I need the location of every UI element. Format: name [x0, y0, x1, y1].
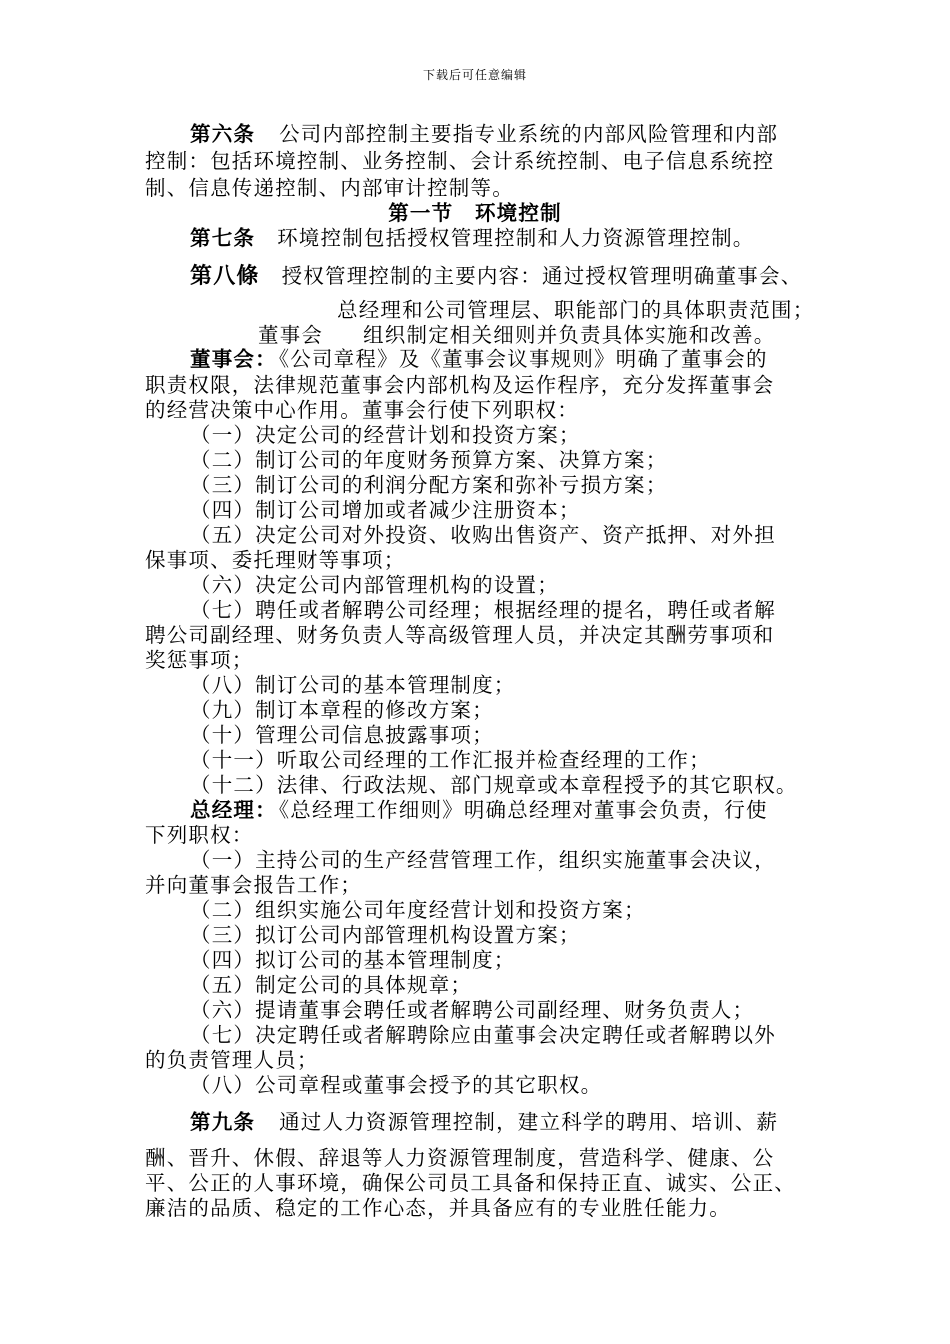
- board-item-10: （十）管理公司信息披露事项；: [190, 723, 494, 747]
- board-item-7b: 聘公司副经理、财务负责人等高级管理人员，并决定其酬劳事项和: [145, 623, 775, 647]
- gm-item-1a: （一）主持公司的生产经营管理工作，组织实施董事会决议，: [190, 848, 776, 872]
- article-8-line-3: [258, 323, 775, 348]
- page-header: 下载后可任意编辑: [422, 68, 527, 82]
- article-6-label: 第六条: [190, 122, 256, 146]
- board-item-4: （四）制订公司增加或者减少注册资本；: [190, 498, 581, 522]
- gm-item-5: （五）制定公司的具体规章；: [190, 973, 473, 997]
- board-item-1: （一）决定公司的经营计划和投资方案；: [190, 423, 581, 447]
- gm-line-2: 下列职权：: [145, 823, 254, 847]
- board-item-5b: 保事项、委托理财等事项；: [145, 548, 406, 572]
- article-6-line-3: 制、信息传递控制、内部审计控制等。: [145, 176, 514, 200]
- gm-item-8: （八）公司章程或董事会授予的其它职权。: [190, 1073, 603, 1097]
- board-item-7a: （七）聘任或者解聘公司经理；根据经理的提名，聘任或者解: [190, 598, 776, 622]
- section-heading: 第一节 环境控制: [388, 201, 562, 225]
- gm-item-6: （六）提请董事会聘任或者解聘公司副经理、财务负责人；: [190, 998, 755, 1022]
- board-label: 董事会：: [190, 347, 277, 371]
- board-item-12: （十二）法律、行政法规、部门规章或本章程授予的其它职权。: [190, 773, 798, 797]
- gm-line-1: [190, 798, 768, 823]
- article-9-text: 通过人力资源管理控制，建立科学的聘用、培训、薪: [279, 1110, 779, 1134]
- article-6-line-2: 控制：包括环境控制、业务控制、会计系统控制、电子信息系统控: [145, 149, 775, 173]
- gm-item-3: （三）拟订公司内部管理机构设置方案；: [190, 923, 581, 947]
- board-item-2: （二）制订公司的年度财务预算方案、决算方案；: [190, 448, 668, 472]
- board-item-11: （十一）听取公司经理的工作汇报并检查经理的工作；: [190, 748, 711, 772]
- gm-item-1b: 并向董事会报告工作；: [145, 873, 362, 897]
- gm-item-7a: （七）决定聘任或者解聘除应由董事会决定聘任或者解聘以外: [190, 1023, 776, 1047]
- gm-item-7b: 的负责管理人员；: [145, 1048, 319, 1072]
- article-8-line-1: [190, 264, 802, 289]
- article-9-label: 第九条: [190, 1110, 256, 1134]
- article-7-text: 环境控制包括授权管理控制和人力资源管理控制。: [277, 226, 755, 250]
- article-9-line-2: 酬、晋升、休假、辞退等人力资源管理制度，营造科学、健康、公: [145, 1146, 775, 1170]
- board-line-1: [190, 347, 768, 372]
- board-line-2: 职责权限，法律规范董事会内部机构及运作程序，充分发挥董事会: [145, 373, 775, 397]
- board-item-9: （九）制订本章程的修改方案；: [190, 698, 494, 722]
- article-6-line-1: [190, 122, 778, 147]
- article-8-board-text: 组织制定相关细则并负责具体实施和改善。: [363, 323, 776, 347]
- board-item-5a: （五）决定公司对外投资、收购出售资产、资产抵押、对外担: [190, 523, 776, 547]
- board-item-3: （三）制订公司的利润分配方案和弥补亏损方案；: [190, 473, 668, 497]
- article-9-line-3: 平、公正的人事环境，确保公司员工具备和保持正直、诚实、公正、: [145, 1171, 796, 1195]
- gm-item-2: （二）组织实施公司年度经营计划和投资方案；: [190, 898, 646, 922]
- article-8-text: 授权管理控制的主要内容：通过授权管理明确董事会、: [281, 264, 803, 288]
- gm-intro: 《总经理工作细则》明确总经理对董事会负责，行使: [278, 798, 768, 822]
- article-8-line-2: 总经理和公司管理层、职能部门的具体职责范围；: [337, 298, 815, 322]
- board-line-3: 的经营决策中心作用。董事会行使下列职权：: [145, 398, 579, 422]
- article-9-line-1: [190, 1110, 778, 1135]
- board-intro: 《公司章程》及《董事会议事规则》明确了董事会的: [278, 347, 768, 371]
- article-8-label: 第八條: [190, 264, 260, 289]
- article-6-text: 公司内部控制主要指专业系统的内部风险管理和内部: [279, 122, 779, 146]
- article-9-line-4: 廉洁的品质、稳定的工作心态，并具备应有的专业胜任能力。: [145, 1196, 731, 1220]
- board-item-7c: 奖惩事项；: [145, 648, 254, 672]
- gm-label: 总经理：: [190, 798, 277, 822]
- board-item-6: （六）决定公司内部管理机构的设置；: [190, 573, 559, 597]
- article-8-board: 董事会: [258, 323, 324, 347]
- article-7-label: 第七条: [190, 226, 256, 250]
- article-7: [190, 226, 755, 251]
- board-item-8: （八）制订公司的基本管理制度；: [190, 673, 516, 697]
- gm-item-4: （四）拟订公司的基本管理制度；: [190, 948, 516, 972]
